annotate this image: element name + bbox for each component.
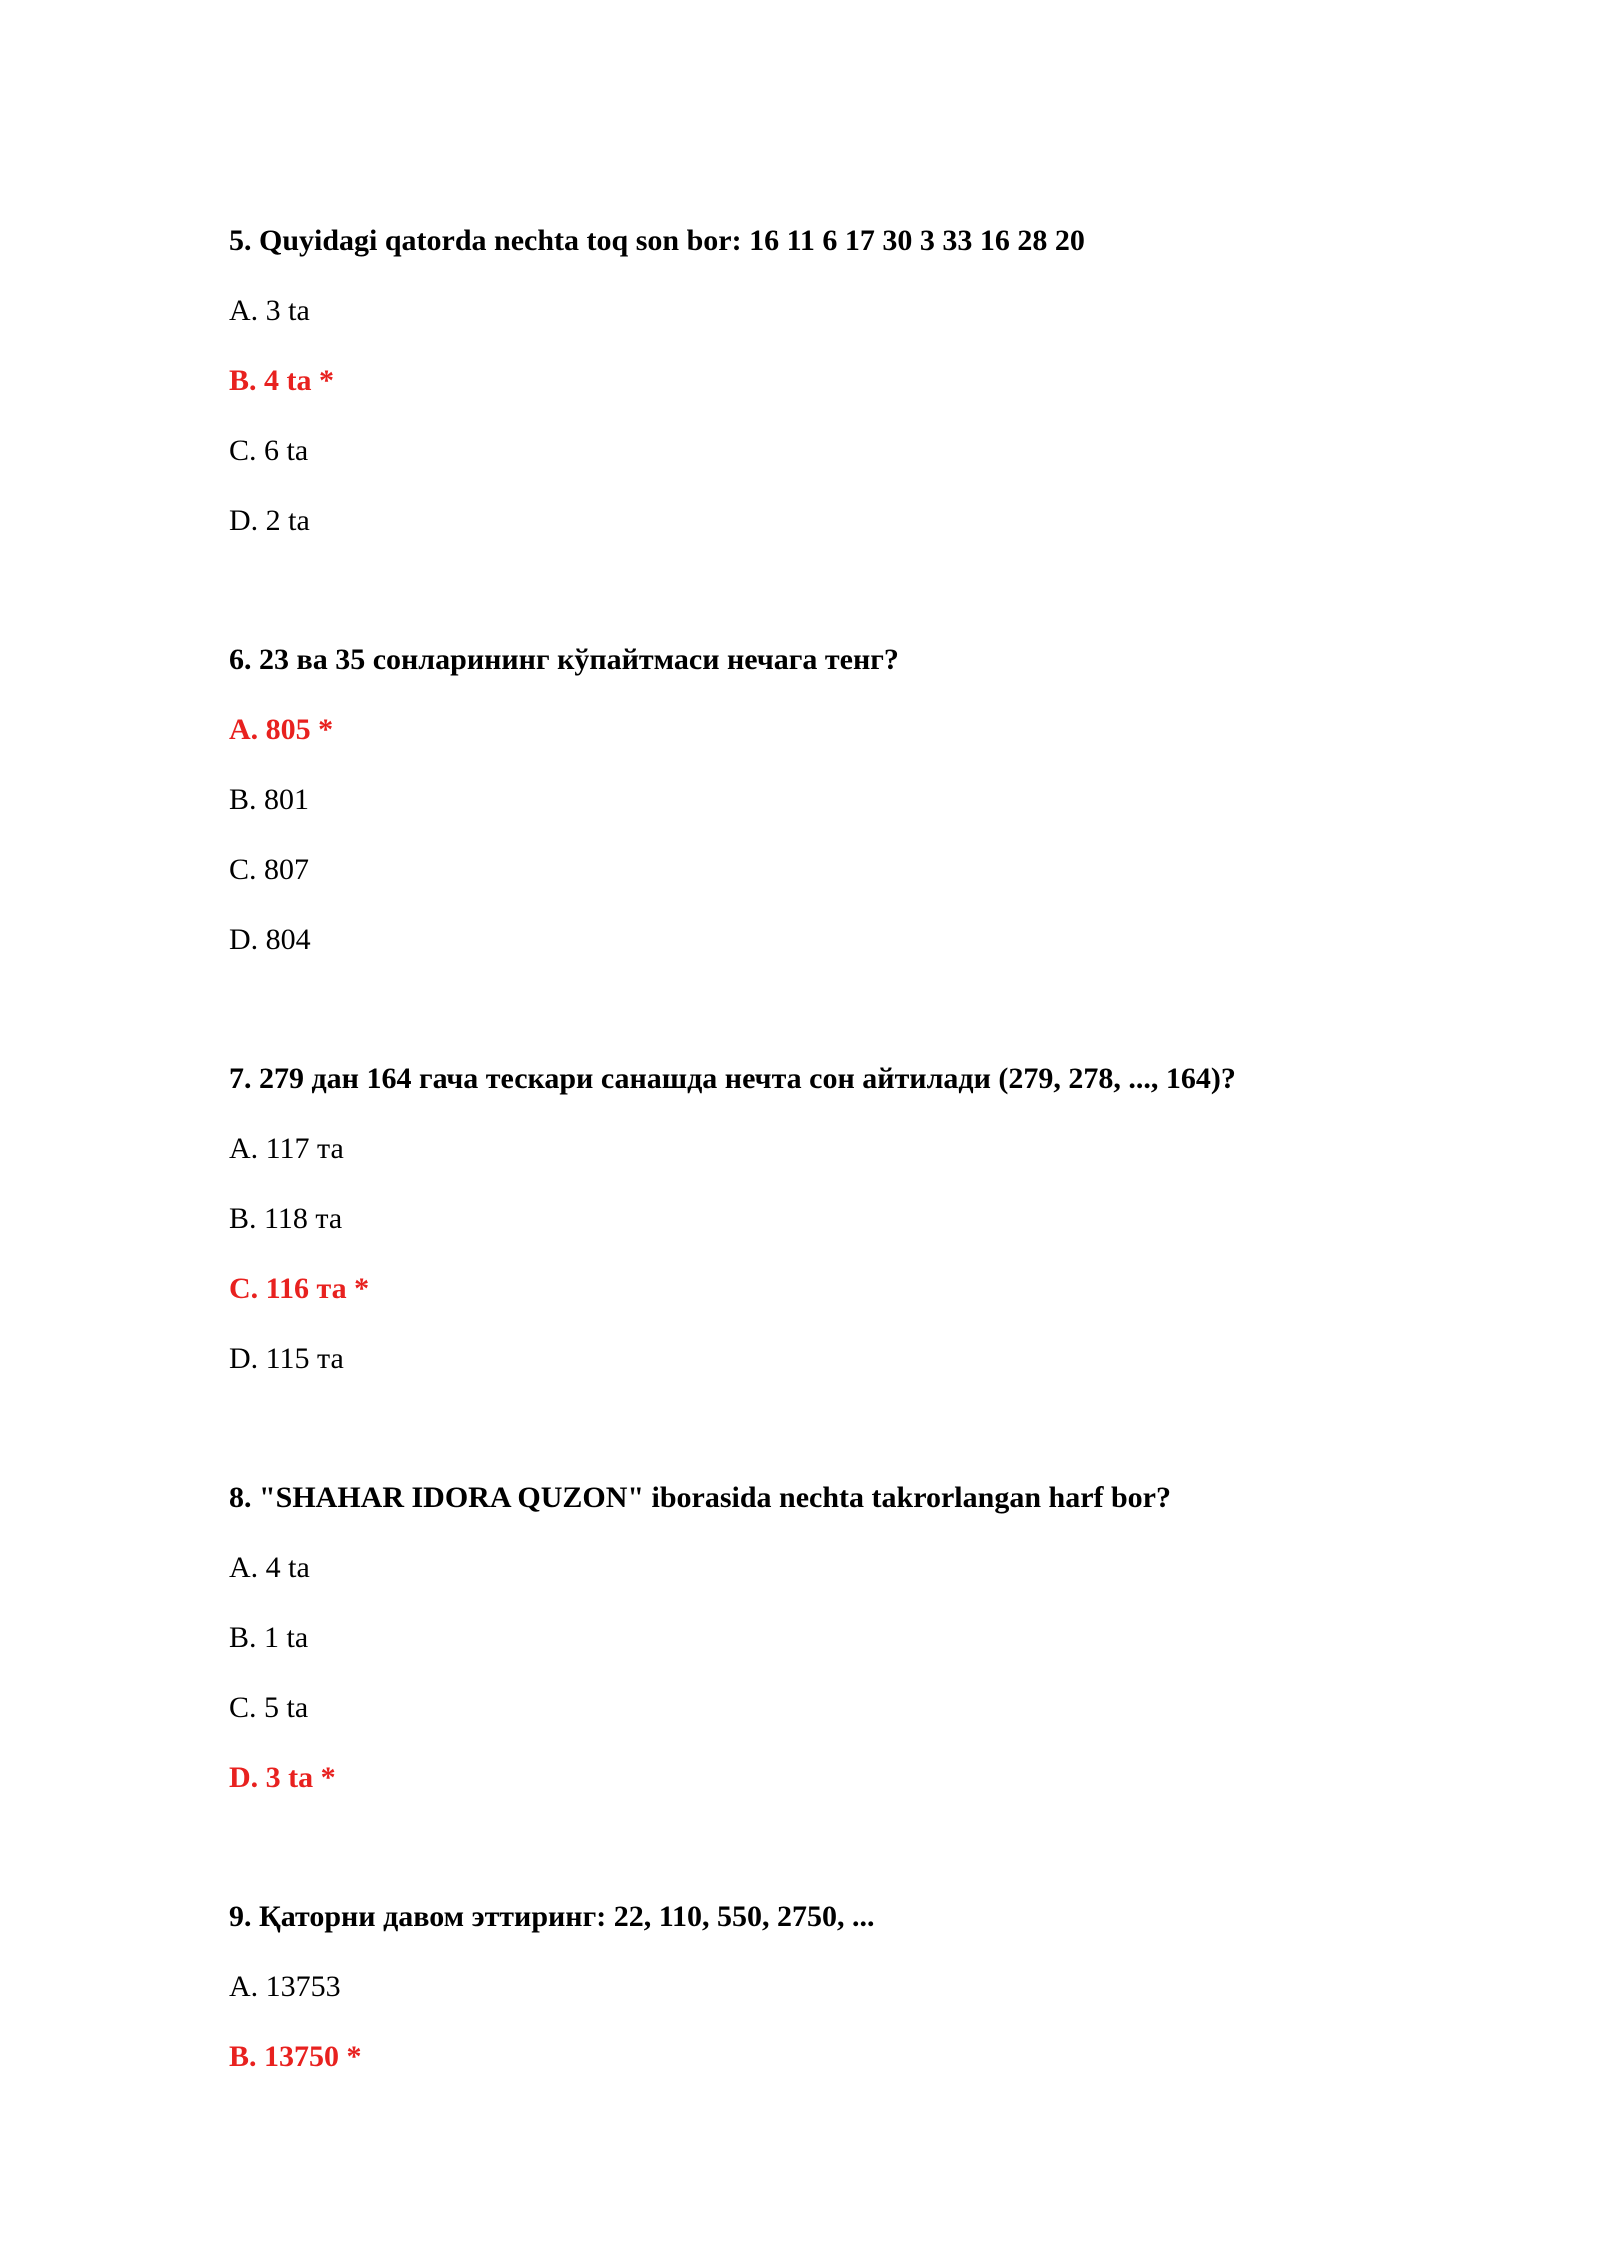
option-c: C. 6 ta (229, 434, 309, 467)
question-5 (229, 224, 1429, 538)
question-6 (229, 643, 1429, 957)
question-text: 7. 279 дан 164 гача тескари санашда нечта сон айтилади (279, 278, ..., 164)? (229, 1062, 1236, 1095)
option-c-correct: C. 116 та * (229, 1272, 370, 1305)
question-text: 5. Quyidagi qatorda nechta toq son bor: 16 11 6 17 30 3 33 16 28 20 (229, 224, 1085, 257)
question-7 (229, 1062, 1429, 1376)
option-d: D. 115 та (229, 1342, 344, 1375)
question-text: 9. Қаторни давом эттиринг: 22, 110, 550, 2750, ... (229, 1900, 875, 1933)
question-text: 8. "SHAHAR IDORA QUZON" iborasida nechta takrorlangan harf bor? (229, 1481, 1171, 1514)
option-c: C. 5 ta (229, 1691, 309, 1724)
option-d: D. 2 ta (229, 504, 310, 537)
option-b-correct: B. 4 ta * (229, 364, 334, 397)
question-text: 6. 23 ва 35 сонларининг кўпайтмаси нечага тенг? (229, 643, 899, 676)
option-a: A. 3 ta (229, 294, 310, 327)
option-a: A. 117 та (229, 1132, 344, 1165)
option-b: B. 118 та (229, 1202, 343, 1235)
option-b: B. 1 ta (229, 1621, 309, 1654)
option-b: B. 801 (229, 783, 310, 816)
question-8 (229, 1481, 1429, 1795)
question-9 (229, 1900, 1429, 2074)
option-b-correct: B. 13750 * (229, 2040, 362, 2073)
option-a-correct: A. 805 * (229, 713, 334, 746)
option-d-correct: D. 3 ta * (229, 1761, 336, 1794)
option-c: C. 807 (229, 853, 310, 886)
option-d: D. 804 (229, 923, 311, 956)
option-a: A. 13753 (229, 1970, 341, 2003)
option-a: A. 4 ta (229, 1551, 310, 1584)
